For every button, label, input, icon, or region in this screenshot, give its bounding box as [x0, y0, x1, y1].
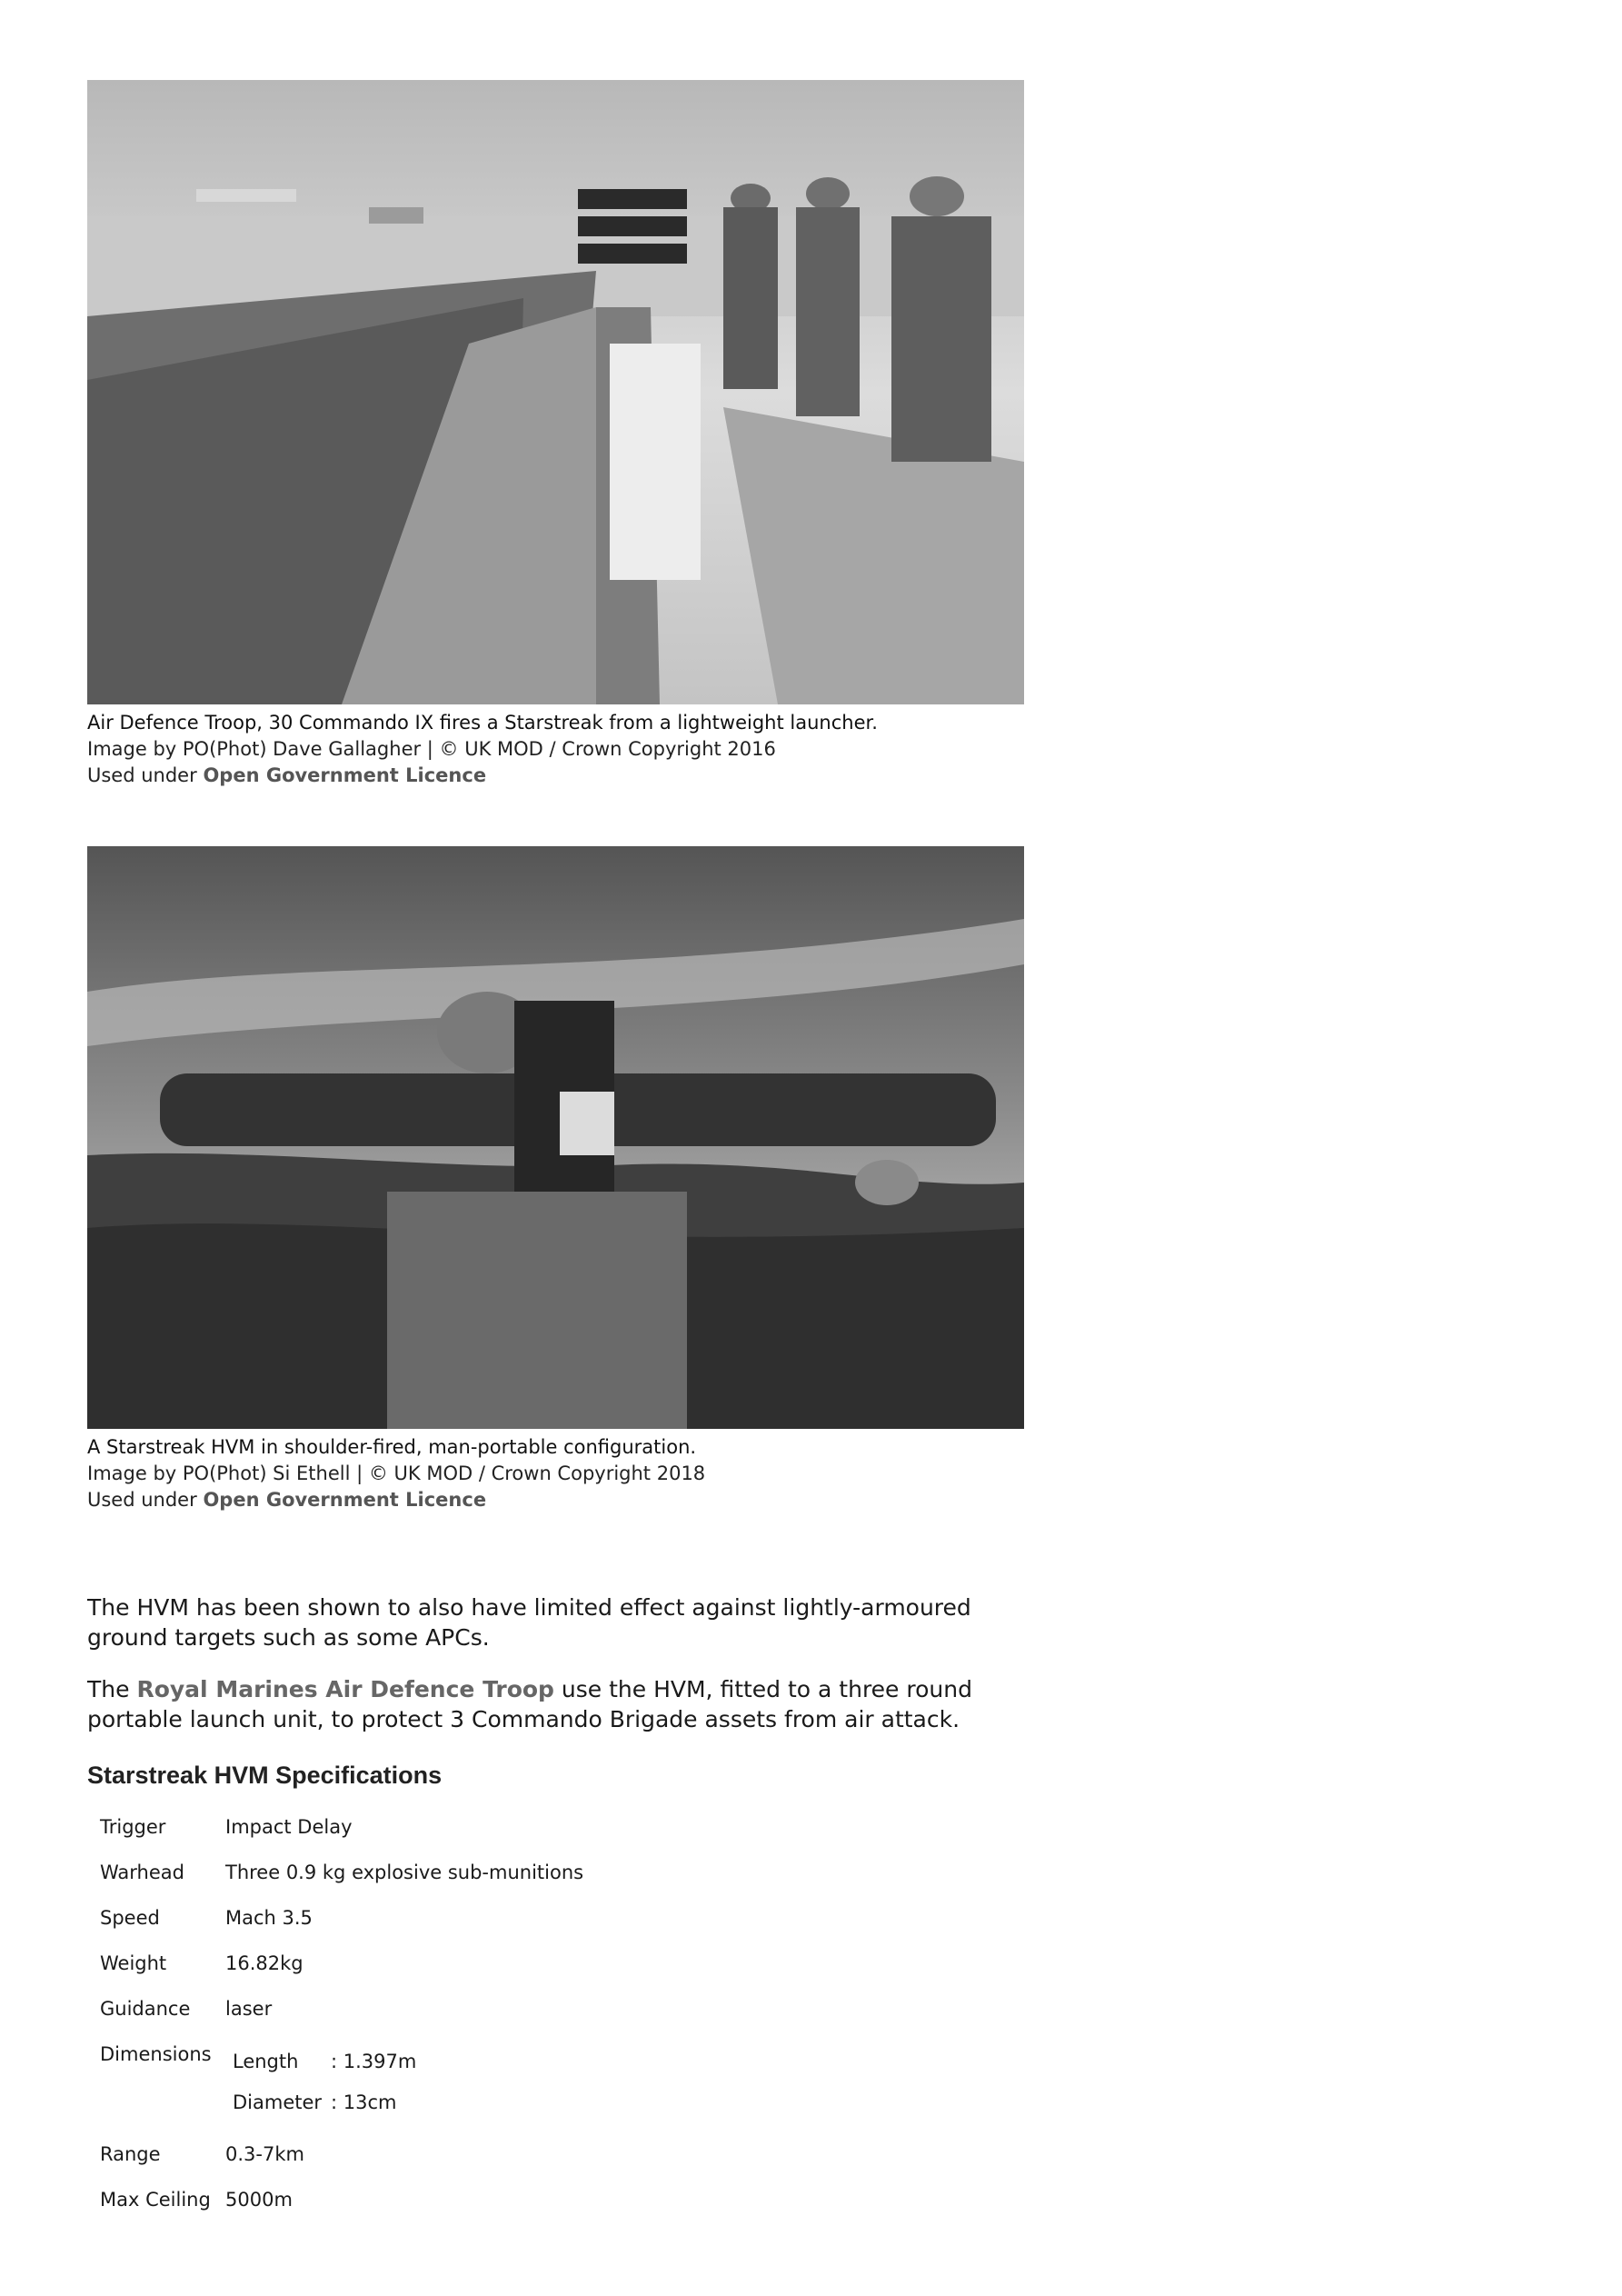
paragraph-air-defence-troop [87, 1674, 1032, 1734]
photo-credit: Image by PO(Phot) Dave Gallagher | © UK MOD / Crown Copyright 2016 [87, 738, 776, 760]
licence-line [87, 763, 1024, 789]
spec-row-range [87, 2143, 583, 2189]
caption-text: Air Defence Troop, 30 Commando IX fires a Starstreak from a lightweight launcher. [87, 712, 878, 734]
figure-caption-1 [87, 710, 1024, 789]
caption-text: A Starstreak HVM in shoulder-fired, man-portable configuration. [87, 1436, 697, 1458]
specifications-table [87, 1816, 583, 2234]
paragraph-prefix: The [87, 1676, 130, 1702]
licence-line [87, 1487, 1024, 1513]
spec-label: Warhead [100, 1862, 184, 1883]
spec-label: Max Ceiling [100, 2189, 211, 2211]
spec-value: 16.82kg [225, 1952, 304, 1974]
dimensions-subtable [225, 2051, 416, 2143]
spec-row-guidance [87, 1998, 583, 2043]
licence-link[interactable]: Open Government Licence [203, 1489, 487, 1511]
spec-row-max-ceiling [87, 2189, 583, 2234]
figure-launcher [87, 80, 1024, 789]
spec-row-warhead [87, 1862, 583, 1907]
dimension-label: Diameter [233, 2091, 323, 2113]
spec-label: Guidance [100, 1998, 191, 2020]
air-defence-troop-link[interactable]: Royal Marines Air Defence Troop [136, 1676, 554, 1702]
dimension-value: : 13cm [331, 2091, 397, 2113]
dimension-value: : 1.397m [331, 2051, 417, 2072]
spec-label: Trigger [100, 1816, 166, 1838]
paragraph-suffix: use the HVM, fitted to a three round portable launch unit, to protect 3 Commando Brigade assets from air attack. [87, 1676, 972, 1732]
spec-value: 5000m [225, 2189, 293, 2211]
spec-row-trigger [87, 1816, 583, 1862]
spec-value: Mach 3.5 [225, 1907, 313, 1929]
figure-shoulder-fired [87, 846, 1024, 1513]
dimension-label: Length [233, 2051, 299, 2072]
dimension-diameter [225, 2091, 416, 2132]
licence-link[interactable]: Open Government Licence [203, 764, 487, 786]
spec-value: laser [225, 1998, 273, 2020]
licence-prefix: Used under [87, 764, 197, 786]
spec-value: Three 0.9 kg explosive sub-munitions [225, 1862, 584, 1883]
figure-caption-2 [87, 1434, 1024, 1513]
launcher-photo [87, 80, 1024, 704]
spec-label: Dimensions [100, 2043, 212, 2065]
spec-row-weight [87, 1952, 583, 1998]
spec-row-dimensions [87, 2043, 583, 2143]
spec-label: Weight [100, 1952, 167, 1974]
dimension-length [225, 2051, 416, 2091]
specifications-heading: Starstreak HVM Specifications [87, 1762, 443, 1789]
paragraph-hvm-effect: The HVM has been shown to also have limited effect against lightly-armoured ground targets such as some APCs. [87, 1594, 971, 1651]
spec-value: Impact Delay [225, 1816, 353, 1838]
article-body [87, 1592, 1032, 1756]
licence-prefix: Used under [87, 1489, 197, 1511]
photo-credit: Image by PO(Phot) Si Ethell | © UK MOD / Crown Copyright 2018 [87, 1462, 706, 1484]
spec-value: 0.3-7km [225, 2143, 304, 2165]
spec-row-speed [87, 1907, 583, 1952]
spec-label: Speed [100, 1907, 160, 1929]
shoulder-fired-photo [87, 846, 1024, 1429]
spec-label: Range [100, 2143, 161, 2165]
